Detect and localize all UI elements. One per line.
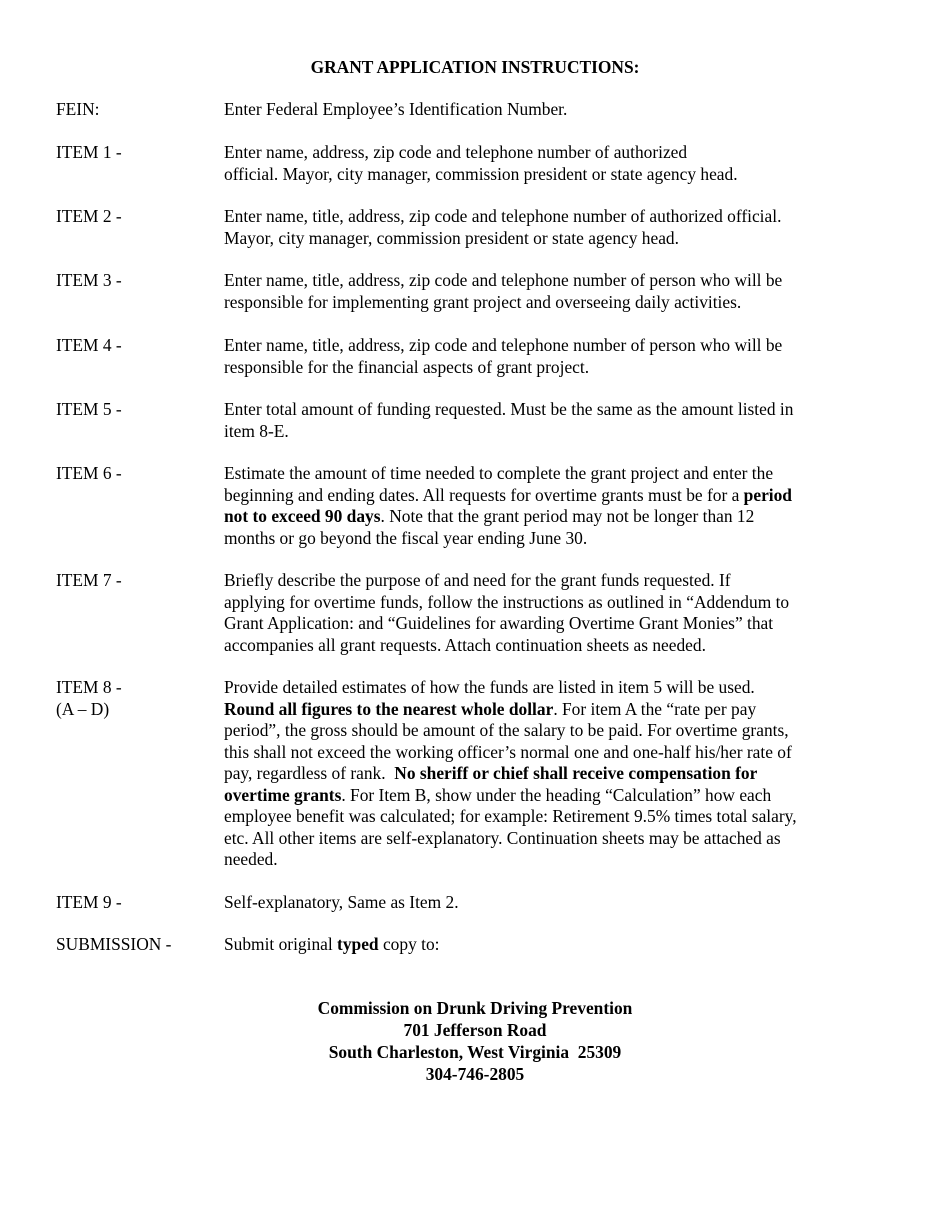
submission-emphasis: typed	[337, 934, 379, 954]
item-6-text: months or go beyond the fiscal year ending June 30.	[224, 527, 588, 548]
item-8-text: . For item A the “rate per pay	[553, 698, 757, 719]
item-4-line: responsible for the financial aspects of grant project.	[224, 356, 590, 377]
item-3-line: responsible for implementing grant project and overseeing daily activities.	[224, 291, 742, 312]
item-7-line: Briefly describe the purpose of and need for the grant funds requested. If	[224, 570, 731, 590]
address-street: 701 Jefferson Road	[403, 1020, 547, 1040]
item-9-label: ITEM 9 -	[56, 892, 122, 912]
address-city: South Charleston, West Virginia 25309	[328, 1042, 622, 1062]
item-1-description	[224, 142, 846, 185]
item-8-text: employee benefit was calculated; for example: Retirement 9.5% times total salary,	[224, 806, 797, 826]
item-8-label-line: ITEM 8 -	[56, 677, 122, 697]
item-8-label	[56, 677, 122, 720]
item-8-line	[224, 699, 846, 721]
item-2-line: Enter name, title, address, zip code and telephone number of authorized official.	[224, 206, 782, 226]
fein-text: Enter Federal Employee’s Identification Number.	[224, 99, 568, 119]
item-8-text: period”, the gross should be amount of the salary to be paid. For overtime grants,	[224, 720, 789, 740]
item-4-line: Enter name, title, address, zip code and telephone number of person who will be	[224, 335, 783, 355]
submission-description	[224, 934, 846, 956]
item-2-description	[224, 206, 846, 249]
item-8-text: pay, regardless of rank.	[224, 763, 395, 783]
item-4-description	[224, 335, 846, 378]
item-8-emphasis: Round all figures to the nearest whole dollar	[224, 698, 554, 719]
item-8-emphasis: overtime grants	[224, 784, 342, 805]
item-9-description	[224, 892, 846, 914]
item-6-line	[224, 506, 846, 528]
submission-text: copy to:	[378, 934, 440, 954]
item-8-description	[224, 677, 846, 871]
item-6-description	[224, 463, 846, 549]
item-8-line	[224, 720, 846, 742]
item-6-text: . Note that the grant period may not be longer than 12	[380, 506, 755, 526]
item-8-line	[224, 849, 846, 871]
fein-label: FEIN:	[56, 99, 100, 119]
item-5-line: Enter total amount of funding requested. Must be the same as the amount listed in	[224, 399, 794, 419]
address-phone: 304-746-2805	[425, 1064, 525, 1084]
item-1-label: ITEM 1 -	[56, 142, 122, 162]
submission-line	[224, 934, 846, 956]
item-8-text: this shall not exceed the working officer’s normal one and one-half his/her rate of	[224, 741, 792, 762]
item-6-line	[224, 485, 846, 507]
item-1-line: Enter name, address, zip code and telephone number of authorized	[224, 142, 688, 162]
item-6-text: Estimate the amount of time needed to complete the grant project and enter the	[224, 463, 774, 483]
item-6-line	[224, 528, 846, 550]
item-8-text: Provide detailed estimates of how the funds are listed in item 5 will be used.	[224, 677, 755, 697]
item-8-text: . For Item B, show under the heading “Calculation” how each	[341, 784, 772, 805]
address-organization: Commission on Drunk Driving Prevention	[317, 998, 633, 1018]
item-6-line	[224, 463, 846, 485]
item-3-description	[224, 270, 846, 313]
item-6-emphasis: period	[743, 484, 792, 505]
item-8-text: needed.	[224, 849, 278, 869]
item-7-line: applying for overtime funds, follow the instructions as outlined in “Addendum to	[224, 591, 790, 612]
item-2-label: ITEM 2 -	[56, 206, 122, 226]
item-8-line	[224, 785, 846, 807]
item-1-line: official. Mayor, city manager, commission president or state agency head.	[224, 163, 738, 184]
item-2-line: Mayor, city manager, commission president or state agency head.	[224, 227, 679, 248]
item-6-label: ITEM 6 -	[56, 463, 122, 483]
item-6-text: beginning and ending dates. All requests for overtime grants must be for a	[224, 484, 744, 505]
item-3-line: Enter name, title, address, zip code and telephone number of person who will be	[224, 270, 783, 290]
item-8-text: etc. All other items are self-explanatory. Continuation sheets may be attached as	[224, 827, 781, 848]
item-7-label: ITEM 7 -	[56, 570, 122, 590]
item-4-label: ITEM 4 -	[56, 335, 122, 355]
item-7-line: Grant Application: and “Guidelines for awarding Overtime Grant Monies” that	[224, 613, 774, 633]
submission-label: SUBMISSION -	[56, 934, 172, 954]
page-title: GRANT APPLICATION INSTRUCTIONS:	[310, 57, 640, 77]
item-5-description	[224, 399, 846, 442]
item-8-line	[224, 828, 846, 850]
item-8-line	[224, 677, 846, 699]
item-8-line	[224, 742, 846, 764]
item-8-label-subline: (A – D)	[56, 698, 110, 719]
item-5-line: item 8-E.	[224, 420, 289, 441]
item-5-label: ITEM 5 -	[56, 399, 122, 419]
mailing-address	[0, 997, 950, 1085]
item-8-line	[224, 806, 846, 828]
item-7-description	[224, 570, 846, 656]
item-6-emphasis: not to exceed 90 days	[224, 506, 381, 526]
item-7-line: accompanies all grant requests. Attach continuation sheets as needed.	[224, 634, 706, 655]
fein-description	[224, 99, 846, 121]
item-8-line	[224, 763, 846, 785]
item-8-emphasis: No sheriff or chief shall receive compensation for	[394, 763, 758, 783]
item-3-label: ITEM 3 -	[56, 270, 122, 290]
item-9-text: Self-explanatory, Same as Item 2.	[224, 892, 459, 912]
submission-text: Submit original	[224, 934, 338, 954]
